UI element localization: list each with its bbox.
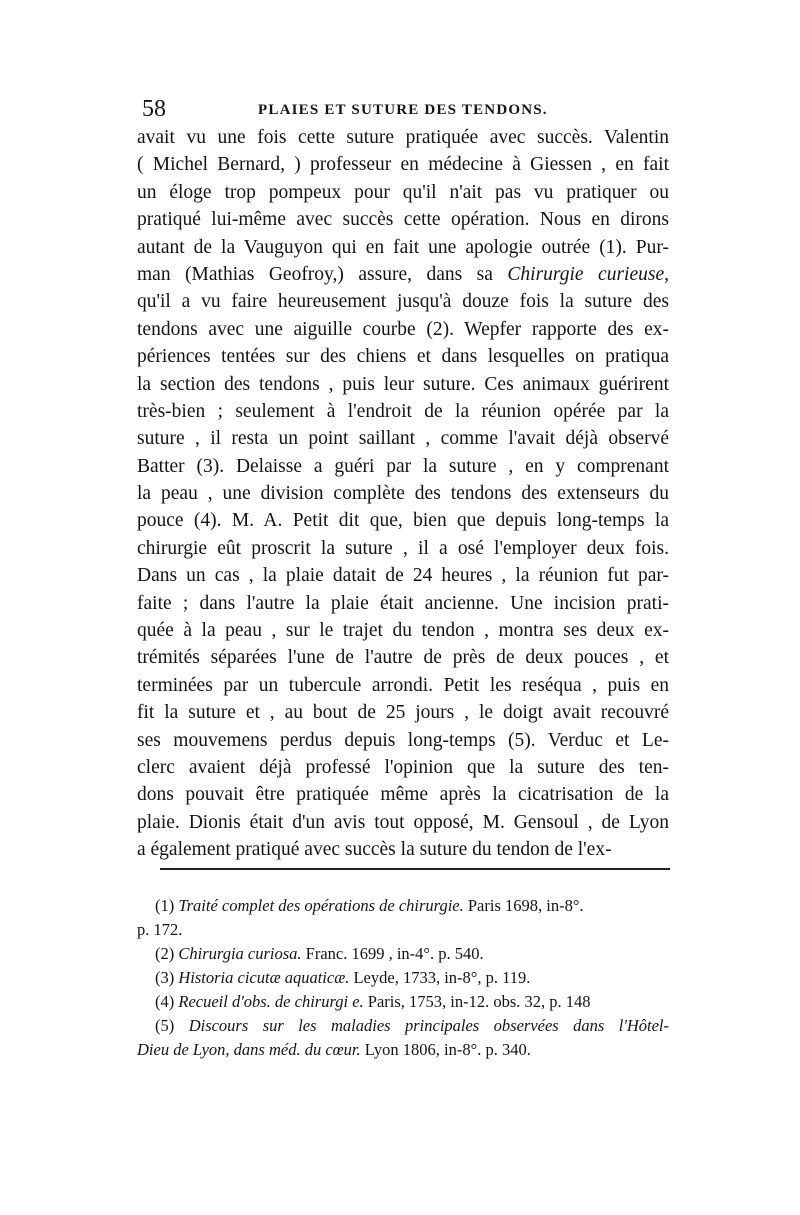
text-line: un éloge trop pompeux pour qu'il n'ait pas vu pratiquer ou bbox=[137, 181, 669, 203]
footnote-number: (1) bbox=[155, 896, 175, 915]
footnotes bbox=[137, 894, 669, 1062]
footnote-number: (4) bbox=[155, 992, 175, 1011]
text-line: la section des tendons , puis leur suture. Ces animaux guérirent bbox=[137, 373, 669, 395]
text-line: tendons avec une aiguille courbe (2). Wepfer rapporte des ex- bbox=[137, 318, 669, 340]
text-line: la peau , une division complète des tendons des extenseurs du bbox=[137, 483, 669, 505]
text-line: quée à la peau , sur le trajet du tendon , montra ses deux ex- bbox=[137, 620, 669, 642]
footnote-title: Historia cicutæ aquaticæ. bbox=[178, 968, 350, 987]
footnote-3 bbox=[137, 966, 669, 990]
text-line: a également pratiqué avec succès la suture du tendon de l'ex- bbox=[137, 839, 612, 861]
text-line: faite ; dans l'autre la plaie était ancienne. Une incision prati- bbox=[137, 592, 669, 614]
text-line: ( Michel Bernard, ) professeur en médecine à Giessen , en fait bbox=[137, 154, 669, 176]
text-line: terminées par un tubercule arrondi. Petit les reséqua , puis en bbox=[137, 674, 669, 696]
text-line: pratiqué lui-même avec succès cette opération. Nous en dirons bbox=[137, 209, 669, 231]
footnote-title: Traité complet des opérations de chirurgie. bbox=[178, 896, 464, 915]
text-fragment: man (Mathias Geofroy,) assure, dans sa bbox=[137, 263, 508, 285]
footnote-citation: Paris 1698, in-8°. bbox=[463, 896, 584, 915]
footnote-title: Recueil d'obs. de chirurgi e. bbox=[178, 992, 364, 1011]
text-line: Dans un cas , la plaie datait de 24 heures , la réunion fut par- bbox=[137, 565, 669, 587]
body-text bbox=[137, 124, 669, 864]
footnote-title: Dieu de Lyon, dans méd. du cœur. bbox=[137, 1040, 361, 1059]
footnote-5 bbox=[137, 1014, 669, 1038]
running-title: PLAIES ET SUTURE DES TENDONS. bbox=[258, 102, 548, 118]
footnote-2 bbox=[137, 942, 669, 966]
text-line: plaie. Dionis était d'un avis tout opposé, M. Gensoul , de Lyon bbox=[137, 811, 669, 833]
footnote-title: Chirurgia curiosa. bbox=[178, 944, 302, 963]
footnote-number: (3) bbox=[155, 968, 175, 987]
text-line: fit la suture et , au bout de 25 jours , le doigt avait recouvré bbox=[137, 702, 669, 724]
footnote-number: (5) bbox=[155, 1016, 175, 1035]
text-line: pouce (4). M. A. Petit dit que, bien que depuis long-temps la bbox=[137, 510, 669, 532]
text-line: ses mouvemens perdus depuis long-temps (5). Verduc et Le- bbox=[137, 729, 669, 751]
text-line: avait vu une fois cette suture pratiquée avec succès. Valentin bbox=[137, 127, 669, 148]
footnote-5-continuation bbox=[137, 1038, 669, 1062]
footnote-1 bbox=[137, 894, 669, 918]
text-line: Batter (3). Delaisse a guéri par la suture , en y comprenant bbox=[137, 455, 669, 477]
text-line: autant de la Vauguyon qui en fait une apologie outrée (1). Pur- bbox=[137, 236, 669, 258]
italic-title: Chirurgie curieuse, bbox=[507, 263, 669, 285]
running-head bbox=[140, 94, 680, 124]
footnote-citation: Franc. 1699 , in-4°. p. 540. bbox=[301, 944, 484, 963]
page-number: 58 bbox=[142, 96, 166, 122]
text-line: qu'il a vu faire heureusement jusqu'à douze fois la suture des bbox=[137, 291, 669, 313]
text-line: suture , il resta un point saillant , comme l'avait déjà observé bbox=[137, 428, 669, 450]
text-line bbox=[137, 261, 669, 288]
footnote-rule bbox=[160, 868, 670, 870]
footnote-title: Discours sur les maladies principales observées dans l'Hôtel- bbox=[188, 1016, 670, 1035]
footnote-citation: Leyde, 1733, in-8°, p. 119. bbox=[349, 968, 531, 987]
footnote-4 bbox=[137, 990, 669, 1014]
footnote-citation: Lyon 1806, in-8°. p. 340. bbox=[360, 1040, 531, 1059]
text-line: chirurgie eût proscrit la suture , il a osé l'employer deux fois. bbox=[137, 537, 669, 559]
text-line: clerc avaient déjà professé l'opinion que la suture des ten- bbox=[137, 756, 669, 778]
text-line: dons pouvait être pratiquée même après la cicatrisation de la bbox=[137, 784, 669, 806]
text-line: périences tentées sur des chiens et dans lesquelles on pratiqua bbox=[137, 346, 669, 368]
text-line: trémités séparées l'une de l'autre de près de deux pouces , et bbox=[137, 647, 669, 669]
footnote-1-continuation: p. 172. bbox=[137, 920, 183, 939]
text-line: très-bien ; seulement à l'endroit de la réunion opérée par la bbox=[137, 400, 669, 422]
footnote-number: (2) bbox=[155, 944, 175, 963]
footnote-citation: Paris, 1753, in-12. obs. 32, p. 148 bbox=[363, 992, 591, 1011]
